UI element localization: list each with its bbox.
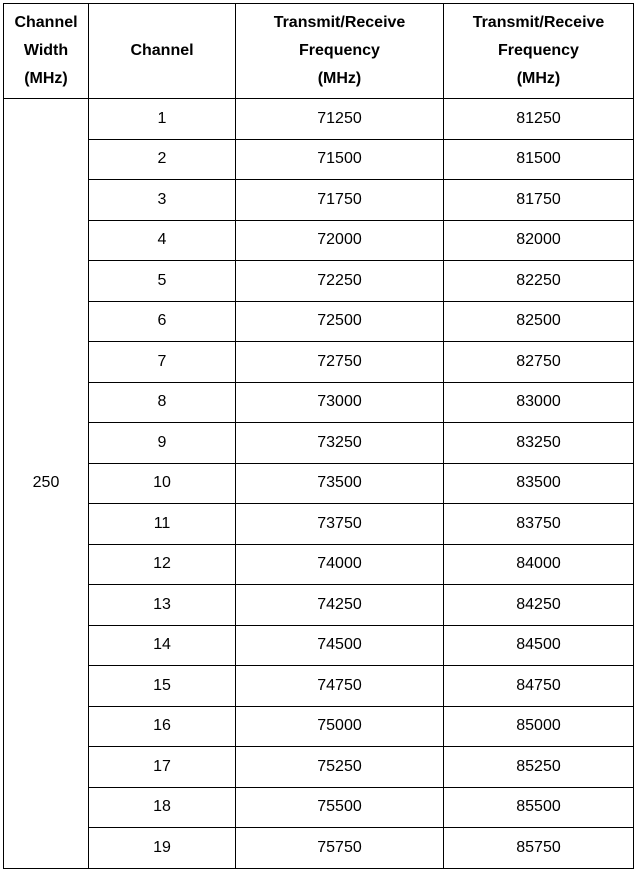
header-freq-b-line-2: Frequency [498,42,579,59]
freq-b-cell: 84000 [444,544,634,585]
table-row [4,625,634,666]
table-row [4,544,634,585]
freq-a-cell: 72500 [236,301,444,342]
table-row [4,220,634,261]
freq-a-cell: 74750 [236,666,444,707]
freq-b-cell: 83000 [444,382,634,423]
header-channel: Channel [89,4,236,99]
channel-width-cell: 250 [4,99,89,869]
freq-a-cell: 73500 [236,463,444,504]
freq-a-cell: 75500 [236,787,444,828]
freq-b-cell: 85250 [444,747,634,788]
freq-b-cell: 84750 [444,666,634,707]
channel-cell: 15 [89,666,236,707]
channel-cell: 5 [89,261,236,302]
freq-a-cell: 74500 [236,625,444,666]
freq-b-cell: 81500 [444,139,634,180]
freq-a-cell: 73000 [236,382,444,423]
header-channel-width-line-2: Width [23,42,69,59]
header-freq-b [444,4,634,99]
table-row [4,180,634,221]
freq-a-cell: 73750 [236,504,444,545]
channel-cell: 3 [89,180,236,221]
freq-b-cell: 82000 [444,220,634,261]
channel-cell: 12 [89,544,236,585]
table-row [4,342,634,383]
channel-cell: 6 [89,301,236,342]
channel-cell: 17 [89,747,236,788]
table-header [4,4,634,99]
freq-b-cell: 83250 [444,423,634,464]
channel-cell: 9 [89,423,236,464]
freq-a-cell: 73250 [236,423,444,464]
freq-a-cell: 75750 [236,828,444,869]
freq-a-cell: 72250 [236,261,444,302]
table-row [4,747,634,788]
freq-a-cell: 71250 [236,99,444,140]
freq-b-cell: 83500 [444,463,634,504]
channel-cell: 16 [89,706,236,747]
header-freq-b-line-1: Transmit/Receive [472,14,605,31]
table-row [4,301,634,342]
freq-b-cell: 84500 [444,625,634,666]
freq-b-cell: 84250 [444,585,634,626]
header-row [4,4,634,99]
header-freq-a-line-1: Transmit/Receive [273,14,406,31]
table-row [4,585,634,626]
freq-b-cell: 81750 [444,180,634,221]
channel-cell: 4 [89,220,236,261]
freq-b-cell: 82500 [444,301,634,342]
channel-cell: 19 [89,828,236,869]
freq-b-cell: 85500 [444,787,634,828]
channel-cell: 11 [89,504,236,545]
freq-a-cell: 74000 [236,544,444,585]
freq-b-cell: 82750 [444,342,634,383]
freq-b-cell: 85000 [444,706,634,747]
channel-cell: 2 [89,139,236,180]
header-freq-a-line-2: Frequency [299,42,380,59]
channel-cell: 10 [89,463,236,504]
table-row [4,382,634,423]
freq-b-cell: 81250 [444,99,634,140]
table-row [4,504,634,545]
header-channel-width-line-1: Channel [14,14,78,31]
channel-cell: 14 [89,625,236,666]
table-row [4,99,634,140]
table-row [4,261,634,302]
freq-b-cell: 82250 [444,261,634,302]
table-row [4,787,634,828]
channel-cell: 13 [89,585,236,626]
table-row [4,666,634,707]
freq-a-cell: 75000 [236,706,444,747]
table-row [4,828,634,869]
freq-a-cell: 72000 [236,220,444,261]
channel-frequency-table [3,3,634,869]
channel-cell: 8 [89,382,236,423]
freq-a-cell: 71750 [236,180,444,221]
header-channel-width-line-3: (MHz) [24,70,68,87]
header-freq-b-line-3: (MHz) [516,70,561,87]
table-row [4,463,634,504]
table-row [4,706,634,747]
channel-cell: 1 [89,99,236,140]
table-row [4,139,634,180]
channel-cell: 7 [89,342,236,383]
freq-a-cell: 75250 [236,747,444,788]
freq-a-cell: 71500 [236,139,444,180]
table-body [4,99,634,869]
freq-b-cell: 83750 [444,504,634,545]
header-channel-width [4,4,89,99]
table-row [4,423,634,464]
channel-cell: 18 [89,787,236,828]
freq-b-cell: 85750 [444,828,634,869]
header-freq-a [236,4,444,99]
freq-a-cell: 74250 [236,585,444,626]
freq-a-cell: 72750 [236,342,444,383]
header-freq-a-line-3: (MHz) [317,70,362,87]
